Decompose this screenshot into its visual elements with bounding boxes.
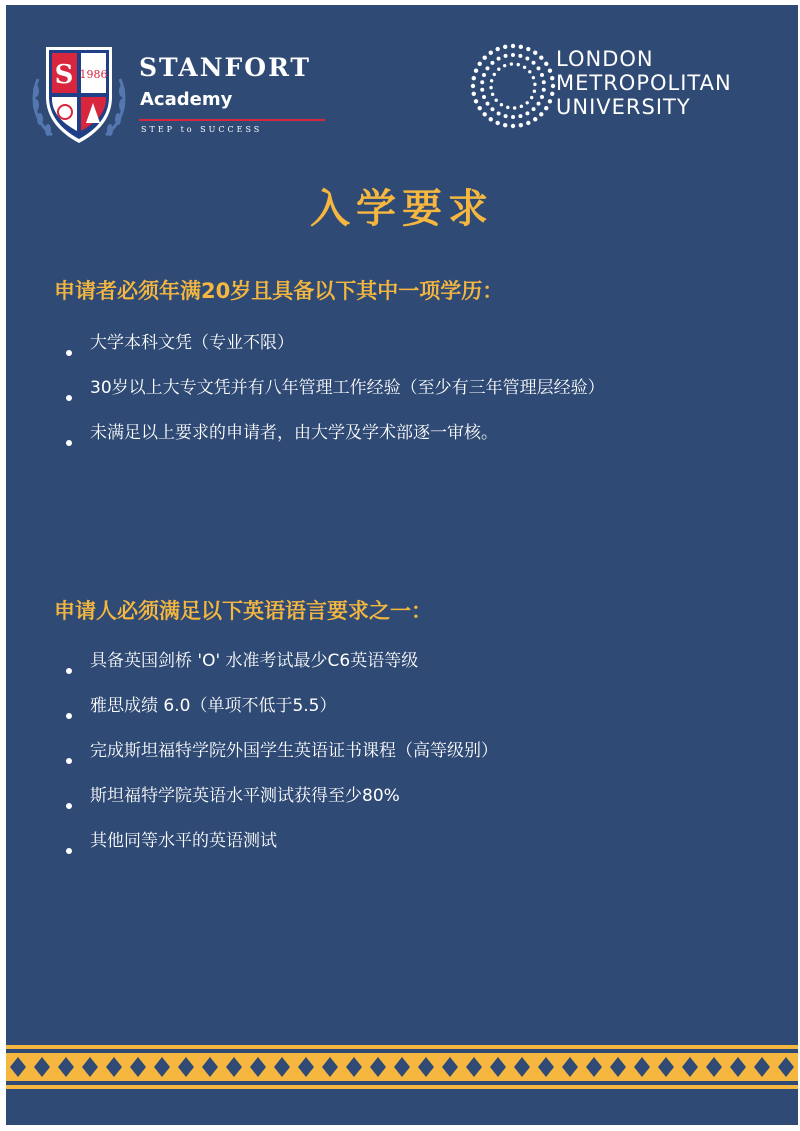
stanfort-logo [24,39,344,149]
list-item: 未满足以上要求的申请者，由大学及学术部逐一审核。 [64,420,605,465]
bullet-icon [66,803,72,809]
lmu-dot-ring-icon [470,43,556,129]
lmu-line-2: METROPOLITAN [556,71,732,95]
section2-list [64,648,498,873]
stanfort-tagline: STEP to SUCCESS [141,125,263,134]
list-item: 大学本科文凭（专业不限） [64,330,605,375]
section1-list [64,330,605,465]
stanfort-crest-icon [24,39,134,149]
list-item: 雅思成绩 6.0（单项不低于5.5） [64,693,498,738]
stanfort-divider [139,119,325,121]
list-item: 完成斯坦福特学院外国学生英语证书课程（高等级别） [64,738,498,783]
bullet-icon [66,668,72,674]
svg-text:1986: 1986 [79,68,108,81]
lmu-wordmark [556,47,732,119]
brochure-page [6,5,798,1125]
bullet-icon [66,758,72,764]
page-title: 入学要求 [310,186,494,232]
stanfort-subtitle: Academy [140,89,233,110]
bullet-icon [66,350,72,356]
decorative-diamond-border [6,1045,798,1089]
lmu-logo [470,43,780,133]
bullet-icon [66,440,72,446]
bullet-icon [66,713,72,719]
section1-heading: 申请者必须年满20岁且具备以下其中一项学历： [54,279,504,303]
lmu-line-3: UNIVERSITY [556,95,691,119]
list-item: 具备英国剑桥 'O' 水准考试最少C6英语等级 [64,648,498,693]
bullet-icon [66,848,72,854]
lmu-line-1: LONDON [556,47,654,71]
list-item: 30岁以上大专文凭并有八年管理工作经验（至少有三年管理层经验） [64,375,605,420]
list-item: 其他同等水平的英语测试 [64,828,498,873]
svg-text:S: S [54,60,74,90]
section2-heading: 申请人必须满足以下英语语言要求之一： [54,599,432,623]
list-item: 斯坦福特学院英语水平测试获得至少80% [64,783,498,828]
stanfort-name: STANFORT [139,53,312,82]
bullet-icon [66,395,72,401]
